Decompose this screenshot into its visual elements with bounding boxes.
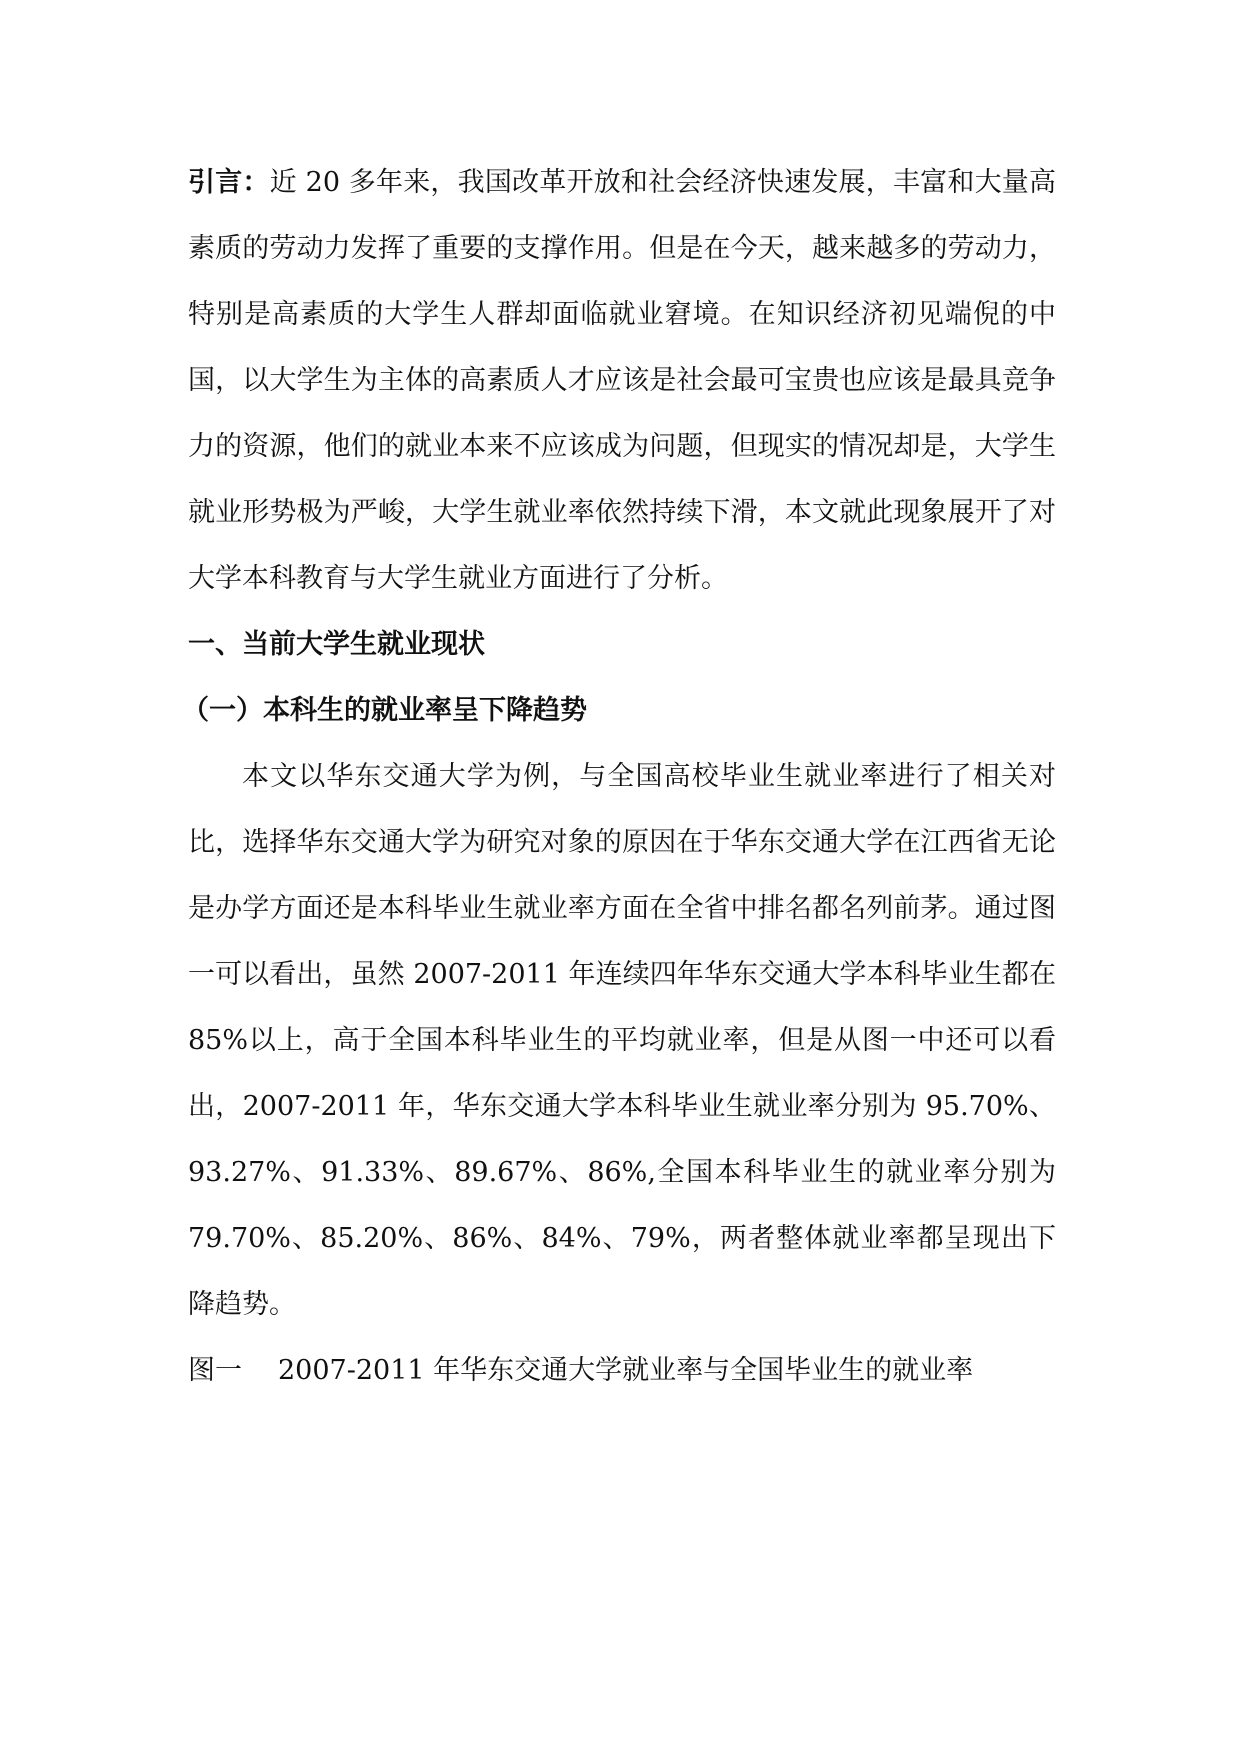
- body-paragraph: 本文以华东交通大学为例，与全国高校毕业生就业率进行了相关对比，选择华东交通大学为研究对象的原因在于华东交通大学在江西省无论是办学方面还是本科毕业生就业率方面在全省中排名都名列前茅。通过图一可以看出，虽然 2007-2011 年连续四年华东交通大学本科毕业生都在 85%以上，高于全国本科毕业生的平均就业率，但是从图一中还可以看出，2007-2011 年，华东交通大学本科毕业生就业率分别为 95.70%、93.27%、91.33%、89.67%、86%,全国本科毕业生的就业率分别为 79.70%、85.20%、86%、84%、79%，两者整体就业率都呈现出下降趋势。: [188, 761, 1056, 1320]
- document-page: [182, 150, 1057, 1404]
- figure-caption-label: 图一: [188, 1355, 242, 1386]
- figure-caption: [188, 1338, 1056, 1404]
- section-heading: 一、当前大学生就业现状: [188, 629, 485, 660]
- intro-text: 近 20 多年来，我国改革开放和社会经济快速发展，丰富和大量高素质的劳动力发挥了重要的支撑作用。但是在今天，越来越多的劳动力，特别是高素质的大学生人群却面临就业窘境。在知识经济初见端倪的中国，以大学生为主体的高素质人才应该是社会最可宝贵也应该是最具竞争力的资源，他们的就业本来不应该成为问题，但现实的情况却是，大学生就业形势极为严峻，大学生就业率依然持续下滑，本文就此现象展开了对大学本科教育与大学生就业方面进行了分析。: [188, 167, 1057, 594]
- figure-caption-text: 2007-2011 年华东交通大学就业率与全国毕业生的就业率: [278, 1355, 974, 1386]
- intro-lead: 引言：: [188, 167, 270, 198]
- subsection-heading: （一）本科生的就业率呈下降趋势: [182, 695, 587, 726]
- intro-paragraph: [188, 150, 1056, 612]
